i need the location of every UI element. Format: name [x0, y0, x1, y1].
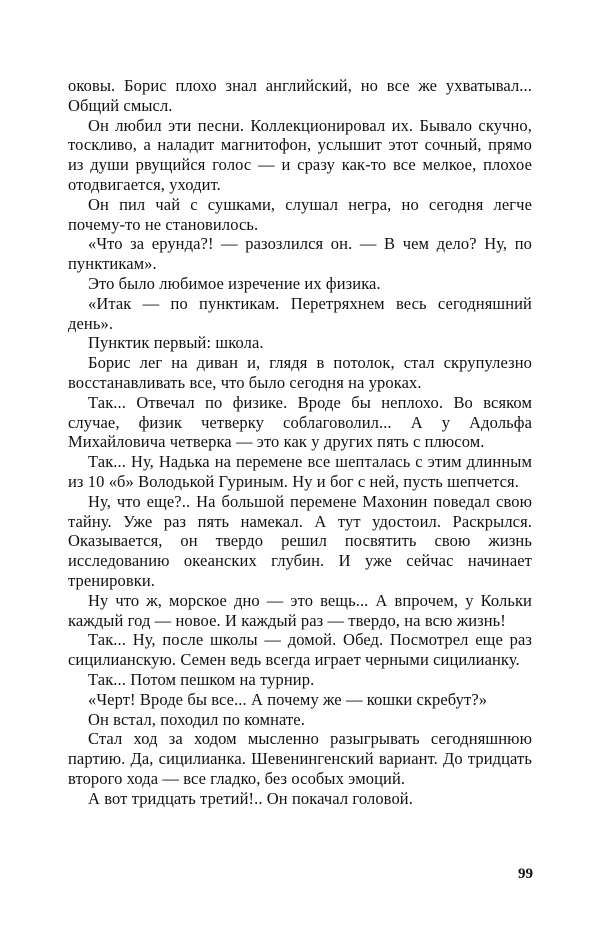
paragraph-8: Борис лег на диван и, глядя в потолок, стал скрупулезно восстанавливать все, что было сегодня на уроках.	[68, 353, 532, 392]
book-page-text	[68, 76, 532, 808]
paragraph-10: Так... Ну, Надька на перемене все шепталась с этим длинным из 10 «б» Володькой Гуриным. Ну и бог с ней, пусть шепчется.	[68, 452, 532, 491]
paragraph-14: Так... Потом пешком на турнир.	[88, 669, 315, 689]
paragraph-1: оковы. Борис плохо знал английский, но все же ухватывал... Общий смысл.	[68, 76, 532, 115]
paragraph-16: Он встал, походил по комнате.	[88, 709, 305, 729]
paragraph-15: «Черт! Вроде бы все... А почему же — кошки скребут?»	[88, 689, 488, 709]
paragraph-5: Это было любимое изречение их физика.	[88, 273, 381, 293]
paragraph-13: Так... Ну, после школы — домой. Обед. Посмотрел еще раз сицилианскую. Семен ведь всегда играет черными сицилианку.	[68, 630, 532, 670]
paragraph-12: Ну что ж, морское дно — это вещь... А впрочем, у Кольки каждый год — новое. И каждый раз — твердо, на всю жизнь!	[68, 590, 532, 630]
paragraph-6: «Итак — по пунктикам. Перетряхнем весь сегодняшний день».	[68, 293, 532, 333]
paragraph-7: Пунктик первый: школа.	[88, 333, 264, 353]
paragraph-4: «Что за ерунда?! — разозлился он. — В чем дело? Ну, по пунктикам».	[68, 234, 532, 274]
paragraph-2: Он любил эти песни. Коллекционировал их. Бывало скучно, тоскливо, а наладит магнитофон, услышит этот сочный, прямо из души рвущийся голос — и сразу как-то все мелкое, плохое отодвигается, уходит.	[68, 115, 532, 194]
paragraph-17: Стал ход за ходом мысленно разыгрывать сегодняшнюю партию. Да, сицилианка. Шевенингенский вариант. До тридцать второго хода — все гладко, без особых эмоций.	[68, 729, 532, 788]
paragraph-18: А вот тридцать третий!.. Он покачал головой.	[88, 788, 413, 808]
paragraph-11: Ну, что еще?.. На большой перемене Махонин поведал свою тайну. Уже раз пять намекал. А тут удостоил. Раскрылся. Оказывается, он твердо решил посвятить свою жизнь исследованию океанских глубин. И уже сейчас начинает тренировки.	[68, 491, 532, 590]
page-number: 99	[518, 866, 533, 882]
paragraph-9: Так... Отвечал по физике. Вроде бы неплохо. Во всяком случае, физик четверку соблаговолил... А у Адольфа Михайловича четверка — это как у других пять с плюсом.	[68, 392, 532, 452]
paragraph-3: Он пил чай с сушками, слушал негра, но сегодня легче почему-то не становилось.	[68, 194, 532, 234]
